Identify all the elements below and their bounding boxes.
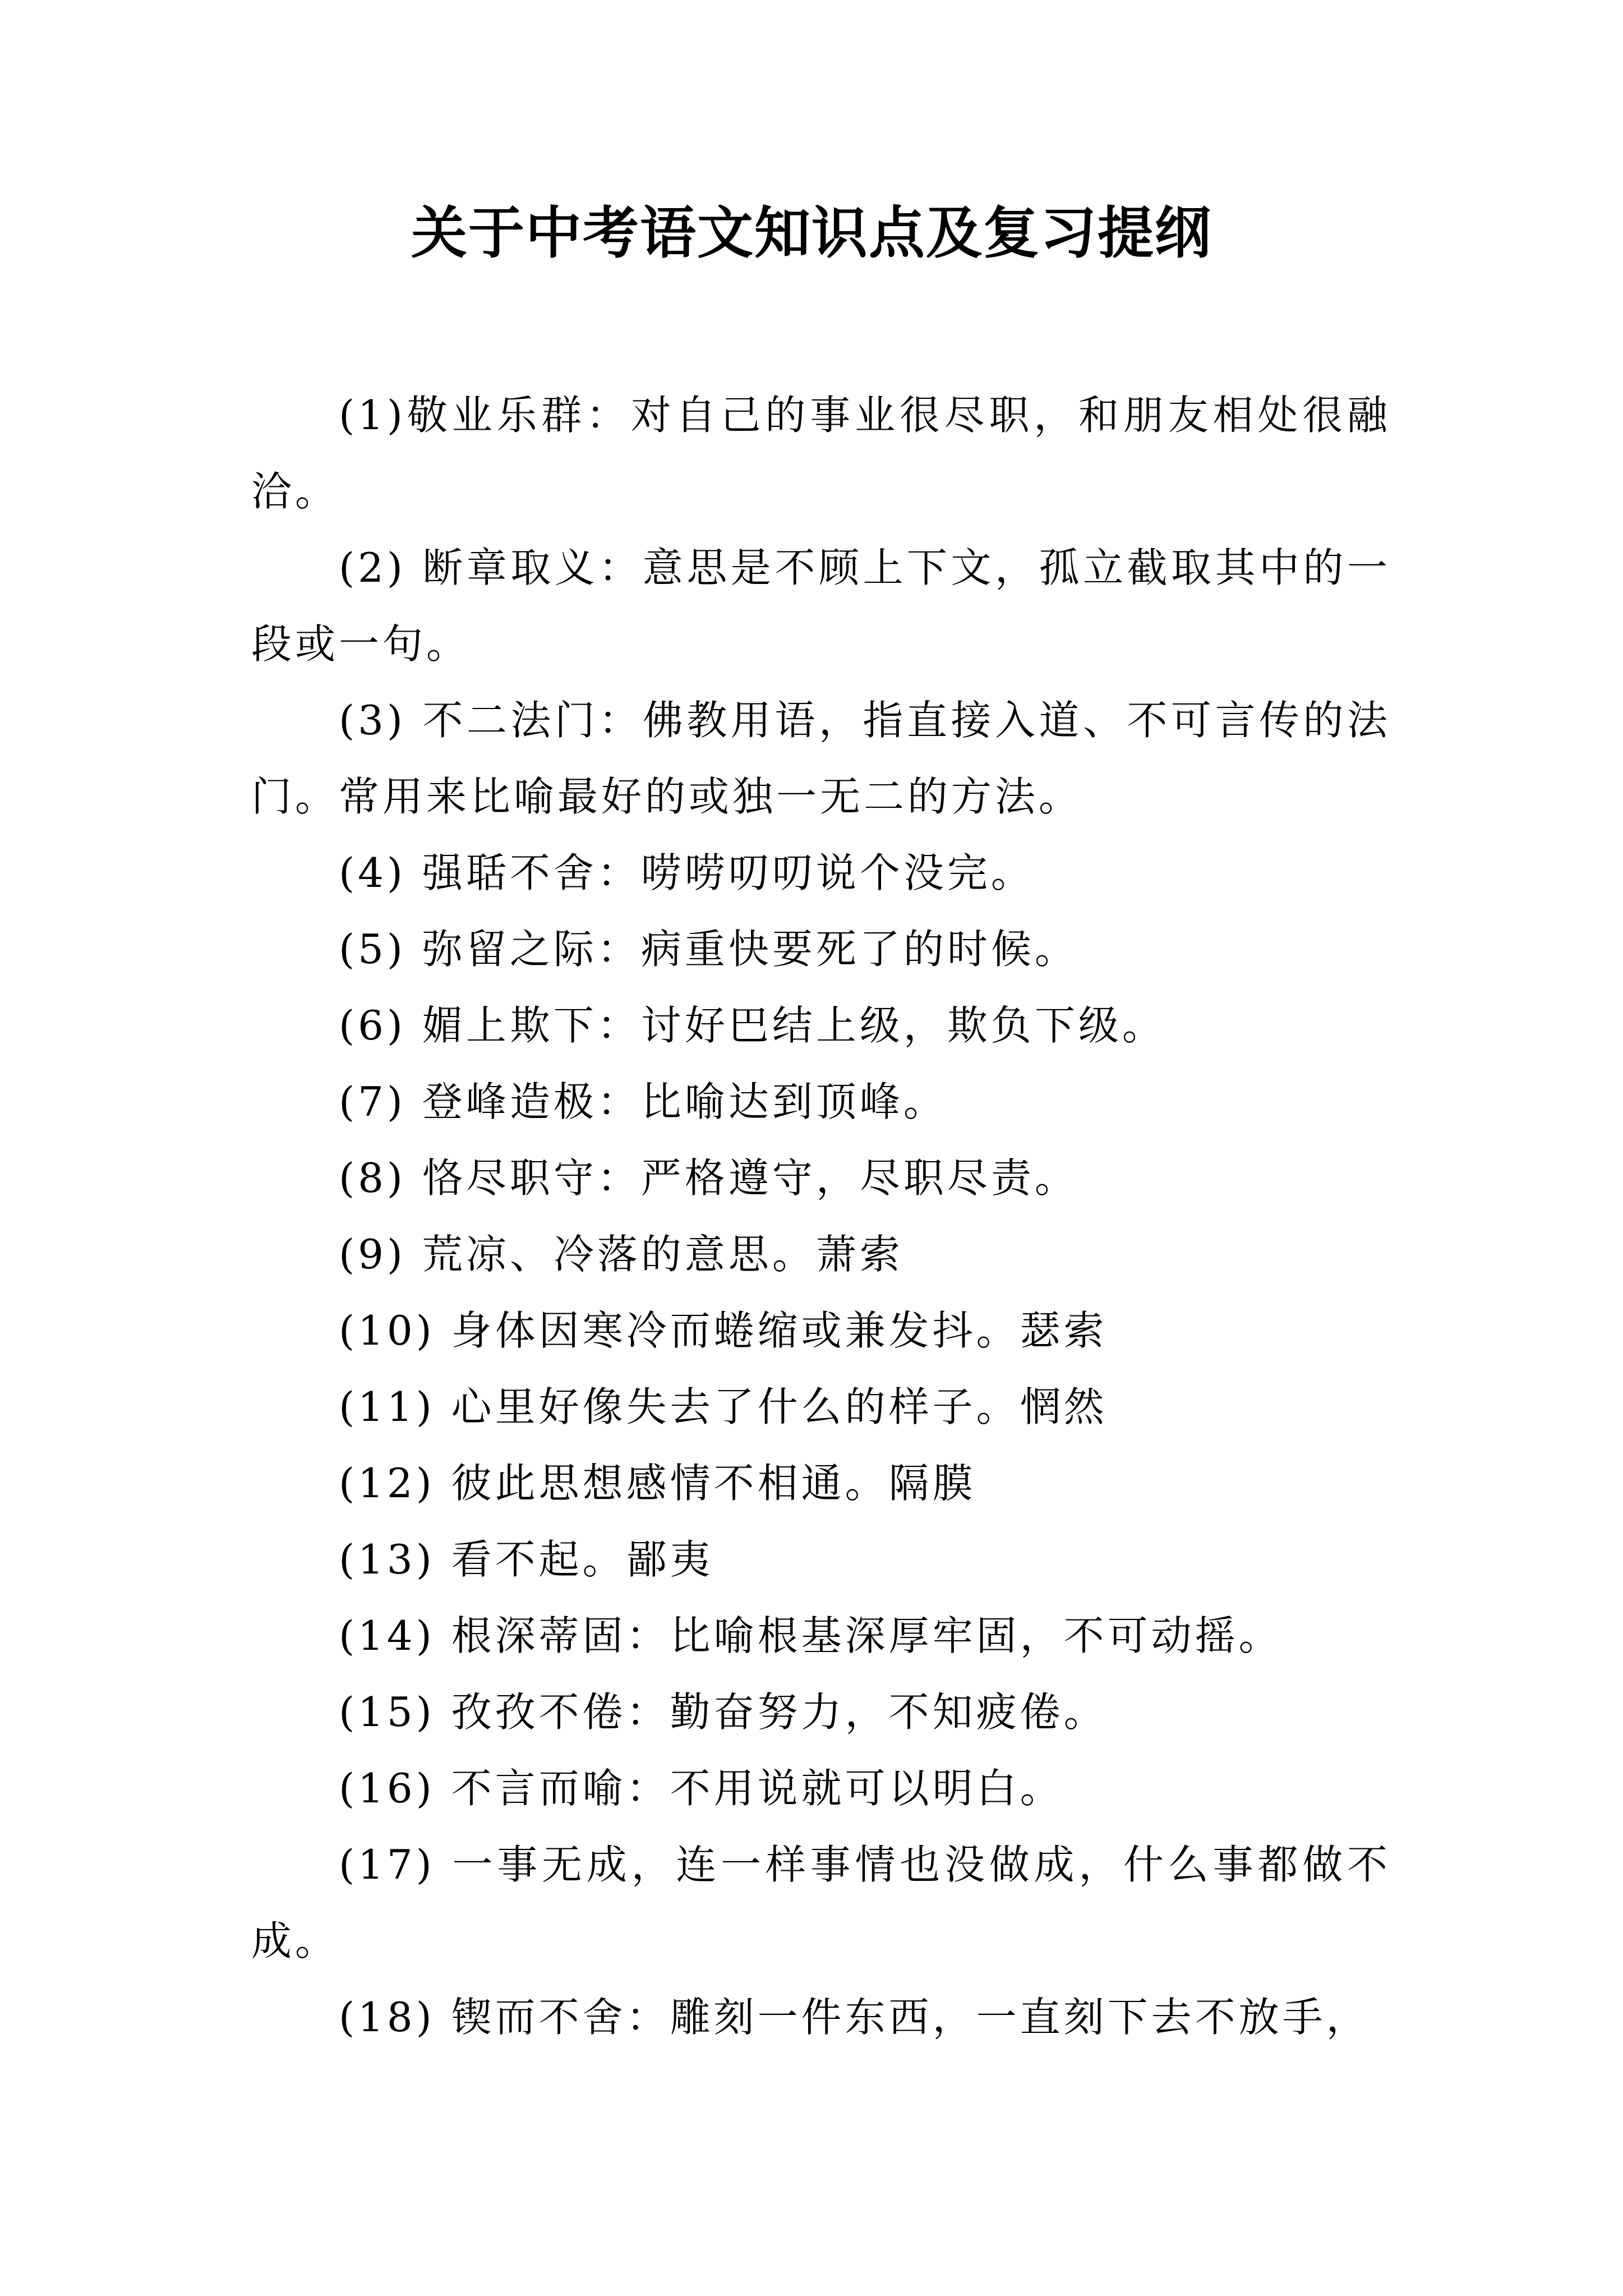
- paragraph-2: (2) 断章取义：意思是不顾上下文，孤立截取其中的一段或一句。: [251, 544, 1391, 668]
- paragraph-4: (4) 强聒不舍：唠唠叨叨说个没完。: [339, 849, 1035, 896]
- paragraph-8: (8) 恪尽职守：严格遵守，尽职尽责。: [339, 1154, 1078, 1202]
- paragraph-1: (1)敬业乐群：对自己的事业很尽职，和朋友相处很融洽。: [251, 392, 1391, 515]
- paragraph-16: (16) 不言而喻：不用说就可以明白。: [339, 1765, 1064, 1812]
- paragraph-10: (10) 身体因寒冷而蜷缩或兼发抖。瑟索: [339, 1307, 1108, 1354]
- paragraph-14: (14) 根深蒂固：比喻根基深厚牢固，不可动摇。: [339, 1612, 1283, 1659]
- paragraph-15: (15) 孜孜不倦：勤奋努力，不知疲倦。: [339, 1688, 1108, 1736]
- paragraph-11: (11) 心里好像失去了什么的样子。惘然: [339, 1383, 1108, 1430]
- paragraph-13: (13) 看不起。鄙夷: [339, 1536, 714, 1583]
- paragraph-17: (17) 一事无成，连一样事情也没做成，什么事都做不成。: [251, 1841, 1391, 1964]
- paragraph-9: (9) 荒凉、冷落的意思。萧索: [339, 1231, 903, 1278]
- paragraph-12: (12) 彼此思想感情不相通。隔膜: [339, 1460, 976, 1507]
- paragraph-6: (6) 媚上欺下：讨好巴结上级，欺负下级。: [339, 1002, 1166, 1049]
- paragraph-3: (3) 不二法门：佛教用语，指直接入道、不可言传的法门。常用来比喻最好的或独一无二的方法。: [251, 697, 1391, 820]
- document-title: 关于中考语文知识点及复习提纲: [411, 200, 1212, 266]
- document-body: [251, 377, 1391, 2055]
- paragraph-7: (7) 登峰造极：比喻达到顶峰。: [339, 1078, 947, 1125]
- paragraph-18: (18) 锲而不舍：雕刻一件东西，一直刻下去不放手，: [339, 1994, 1370, 2041]
- paragraph-5: (5) 弥留之际：病重快要死了的时候。: [339, 926, 1078, 973]
